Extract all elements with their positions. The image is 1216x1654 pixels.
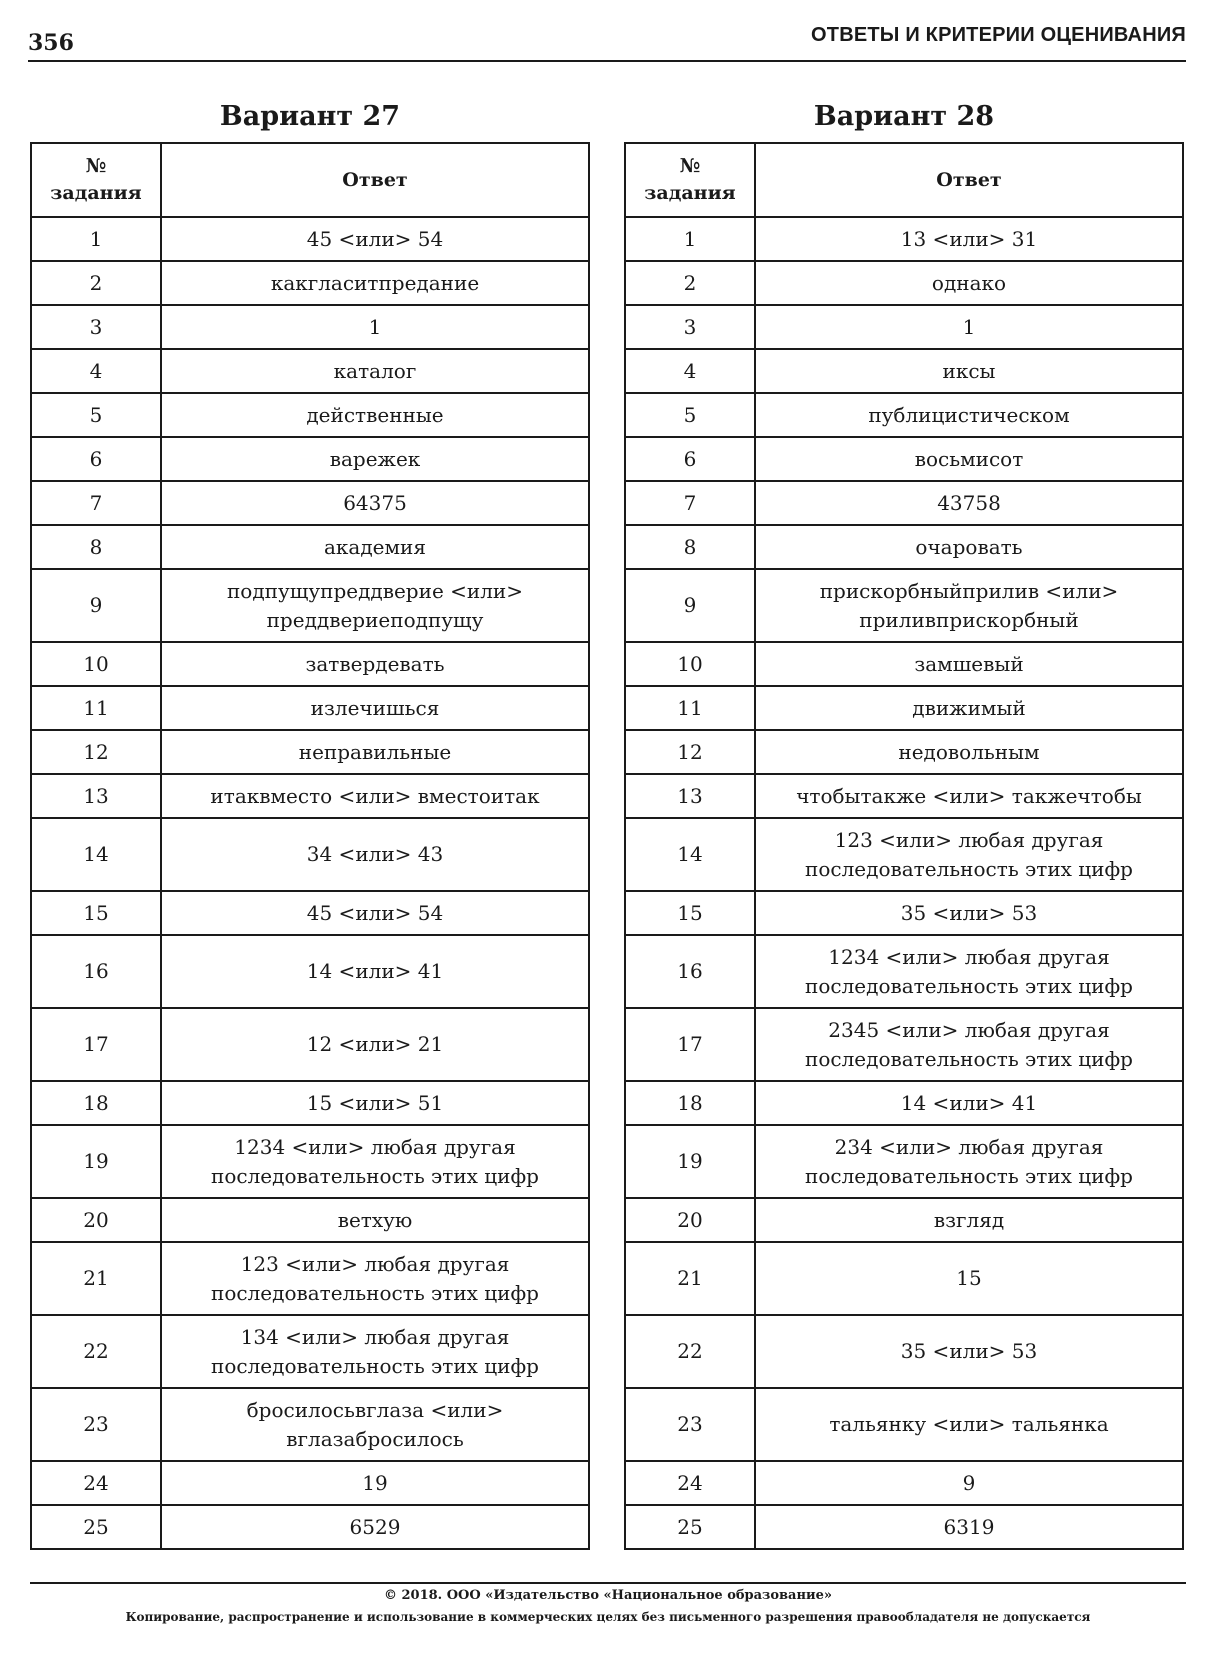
answer-header: Ответ	[755, 143, 1183, 217]
table-row	[625, 481, 1183, 525]
answers-table-variant-27	[30, 142, 590, 1550]
answer-cell: 35 <или> 53	[755, 891, 1183, 935]
task-number: 18	[625, 1081, 755, 1125]
answer-cell: 13 <или> 31	[755, 217, 1183, 261]
task-number: 19	[625, 1125, 755, 1198]
task-number: 22	[625, 1315, 755, 1388]
task-number: 10	[31, 642, 161, 686]
table-row	[625, 935, 1183, 1008]
table-row	[625, 1461, 1183, 1505]
task-number: 11	[31, 686, 161, 730]
header-rule	[28, 60, 1186, 62]
answer-cell: 1234 <или> любая другая последовательность этих цифр	[161, 1125, 589, 1198]
table-header-row	[31, 143, 589, 217]
table-row	[625, 1081, 1183, 1125]
answer-cell: однако	[755, 261, 1183, 305]
table-row	[625, 217, 1183, 261]
answer-cell: 123 <или> любая другая последовательность этих цифр	[161, 1242, 589, 1315]
task-number: 2	[625, 261, 755, 305]
answer-cell: 12 <или> 21	[161, 1008, 589, 1081]
table-row	[625, 686, 1183, 730]
task-number: 8	[31, 525, 161, 569]
table-row	[625, 305, 1183, 349]
table-row	[31, 217, 589, 261]
task-label: задания	[50, 182, 142, 204]
table-row	[625, 1242, 1183, 1315]
task-number: 24	[31, 1461, 161, 1505]
task-number: 10	[625, 642, 755, 686]
answer-cell: иксы	[755, 349, 1183, 393]
answers-body	[625, 217, 1183, 1549]
table-row	[31, 437, 589, 481]
number-sign: №	[85, 155, 107, 177]
task-number: 13	[625, 774, 755, 818]
task-number: 19	[31, 1125, 161, 1198]
table-row	[625, 1315, 1183, 1388]
answer-cell: чтобытакже <или> такжечтобы	[755, 774, 1183, 818]
table-row	[31, 525, 589, 569]
task-number: 4	[625, 349, 755, 393]
answer-cell: 1	[161, 305, 589, 349]
task-number: 1	[625, 217, 755, 261]
table-row	[31, 393, 589, 437]
answer-cell: ветхую	[161, 1198, 589, 1242]
answer-cell: недовольным	[755, 730, 1183, 774]
table-row	[31, 305, 589, 349]
answer-cell: 2345 <или> любая другая последовательность этих цифр	[755, 1008, 1183, 1081]
table-row	[625, 569, 1183, 642]
task-number: 3	[625, 305, 755, 349]
task-number: 9	[31, 569, 161, 642]
answer-cell: излечишься	[161, 686, 589, 730]
answers-table-variant-28	[624, 142, 1184, 1550]
table-row	[625, 1008, 1183, 1081]
copyright: © 2018. ООО «Издательство «Национальное образование»	[383, 1588, 833, 1603]
answer-cell: 14 <или> 41	[755, 1081, 1183, 1125]
answer-cell: 9	[755, 1461, 1183, 1505]
task-number: 23	[625, 1388, 755, 1461]
table-row	[31, 1198, 589, 1242]
task-number: 1	[31, 217, 161, 261]
task-number: 15	[31, 891, 161, 935]
answer-cell: взгляд	[755, 1198, 1183, 1242]
task-number: 5	[625, 393, 755, 437]
table-row	[625, 642, 1183, 686]
task-number: 20	[31, 1198, 161, 1242]
table-row	[31, 1008, 589, 1081]
task-number: 25	[31, 1505, 161, 1549]
task-number: 8	[625, 525, 755, 569]
answer-cell: варежек	[161, 437, 589, 481]
answers-body	[31, 217, 589, 1549]
task-number: 20	[625, 1198, 755, 1242]
variant-28-block	[624, 98, 1184, 1550]
table-row	[31, 891, 589, 935]
table-row	[31, 774, 589, 818]
table-row	[31, 481, 589, 525]
answer-cell: действенные	[161, 393, 589, 437]
answer-cell: 34 <или> 43	[161, 818, 589, 891]
table-row	[31, 569, 589, 642]
copy-notice: Копирование, распространение и использование в коммерческих целях без письменного разрешения правообладателя не допускается	[125, 1610, 1091, 1624]
table-row	[625, 349, 1183, 393]
task-number: 4	[31, 349, 161, 393]
table-row	[31, 261, 589, 305]
task-number: 18	[31, 1081, 161, 1125]
table-row	[625, 818, 1183, 891]
table-row	[625, 730, 1183, 774]
task-number: 14	[31, 818, 161, 891]
variant-title: Вариант 28	[813, 101, 995, 132]
answer-header: Ответ	[161, 143, 589, 217]
answer-cell: очаровать	[755, 525, 1183, 569]
task-number-header	[625, 143, 755, 217]
running-head: ОТВЕТЫ И КРИТЕРИИ ОЦЕНИВАНИЯ	[811, 24, 1186, 46]
task-number: 13	[31, 774, 161, 818]
task-number: 9	[625, 569, 755, 642]
task-number: 16	[625, 935, 755, 1008]
task-number: 21	[625, 1242, 755, 1315]
answer-cell: каталог	[161, 349, 589, 393]
task-label: задания	[644, 182, 736, 204]
answer-cell: 15	[755, 1242, 1183, 1315]
variant-title: Вариант 27	[219, 101, 401, 132]
answer-cell: восьмисот	[755, 437, 1183, 481]
task-number: 7	[625, 481, 755, 525]
table-row	[625, 774, 1183, 818]
table-row	[625, 1388, 1183, 1461]
answer-cell: итаквместо <или> вместоитак	[161, 774, 589, 818]
task-number: 11	[625, 686, 755, 730]
table-row	[31, 642, 589, 686]
table-row	[31, 686, 589, 730]
answer-cell: 43758	[755, 481, 1183, 525]
answer-cell: замшевый	[755, 642, 1183, 686]
answer-cell: неправильные	[161, 730, 589, 774]
answer-cell: 19	[161, 1461, 589, 1505]
task-number: 6	[625, 437, 755, 481]
answer-cell: какгласитпредание	[161, 261, 589, 305]
answer-cell: 45 <или> 54	[161, 891, 589, 935]
table-row	[625, 393, 1183, 437]
task-number: 5	[31, 393, 161, 437]
task-number: 17	[31, 1008, 161, 1081]
answer-cell: 14 <или> 41	[161, 935, 589, 1008]
task-number: 12	[31, 730, 161, 774]
table-header-row	[625, 143, 1183, 217]
answer-cell: 123 <или> любая другая последовательность этих цифр	[755, 818, 1183, 891]
task-number: 6	[31, 437, 161, 481]
table-row	[31, 1081, 589, 1125]
answer-cell: 6319	[755, 1505, 1183, 1549]
task-number: 7	[31, 481, 161, 525]
task-number: 2	[31, 261, 161, 305]
answer-cell: движимый	[755, 686, 1183, 730]
table-row	[31, 818, 589, 891]
task-number: 16	[31, 935, 161, 1008]
table-row	[31, 1505, 589, 1549]
table-row	[31, 1461, 589, 1505]
task-number: 25	[625, 1505, 755, 1549]
answer-cell: бросилосьвглаза <или> вглазабросилось	[161, 1388, 589, 1461]
table-row	[31, 935, 589, 1008]
variant-27-block	[30, 98, 590, 1550]
answer-cell: 6529	[161, 1505, 589, 1549]
table-row	[625, 1125, 1183, 1198]
answer-cell: академия	[161, 525, 589, 569]
answer-cell: 1	[755, 305, 1183, 349]
table-row	[625, 525, 1183, 569]
table-row	[31, 730, 589, 774]
answer-cell: 134 <или> любая другая последовательность этих цифр	[161, 1315, 589, 1388]
table-row	[625, 1198, 1183, 1242]
answer-cell: 1234 <или> любая другая последовательность этих цифр	[755, 935, 1183, 1008]
answer-cell: прискорбныйприлив <или> приливприскорбный	[755, 569, 1183, 642]
footer-rule	[30, 1582, 1186, 1584]
table-row	[31, 1388, 589, 1461]
table-row	[625, 1505, 1183, 1549]
table-row	[31, 1315, 589, 1388]
task-number: 12	[625, 730, 755, 774]
answer-cell: затвердевать	[161, 642, 589, 686]
answer-cell: подпущупреддверие <или> преддвериеподпущу	[161, 569, 589, 642]
number-sign: №	[679, 155, 701, 177]
task-number: 22	[31, 1315, 161, 1388]
table-row	[31, 349, 589, 393]
table-row	[625, 437, 1183, 481]
answer-cell: 45 <или> 54	[161, 217, 589, 261]
answer-cell: 64375	[161, 481, 589, 525]
task-number: 3	[31, 305, 161, 349]
task-number: 21	[31, 1242, 161, 1315]
task-number: 15	[625, 891, 755, 935]
answer-cell: публицистическом	[755, 393, 1183, 437]
table-row	[31, 1125, 589, 1198]
table-row	[625, 261, 1183, 305]
task-number: 24	[625, 1461, 755, 1505]
task-number: 17	[625, 1008, 755, 1081]
table-row	[31, 1242, 589, 1315]
answer-cell: 35 <или> 53	[755, 1315, 1183, 1388]
answer-cell: тальянку <или> тальянка	[755, 1388, 1183, 1461]
table-row	[625, 891, 1183, 935]
page-number: 356	[28, 30, 74, 56]
task-number: 23	[31, 1388, 161, 1461]
answer-cell: 234 <или> любая другая последовательность этих цифр	[755, 1125, 1183, 1198]
answer-cell: 15 <или> 51	[161, 1081, 589, 1125]
task-number: 14	[625, 818, 755, 891]
task-number-header	[31, 143, 161, 217]
